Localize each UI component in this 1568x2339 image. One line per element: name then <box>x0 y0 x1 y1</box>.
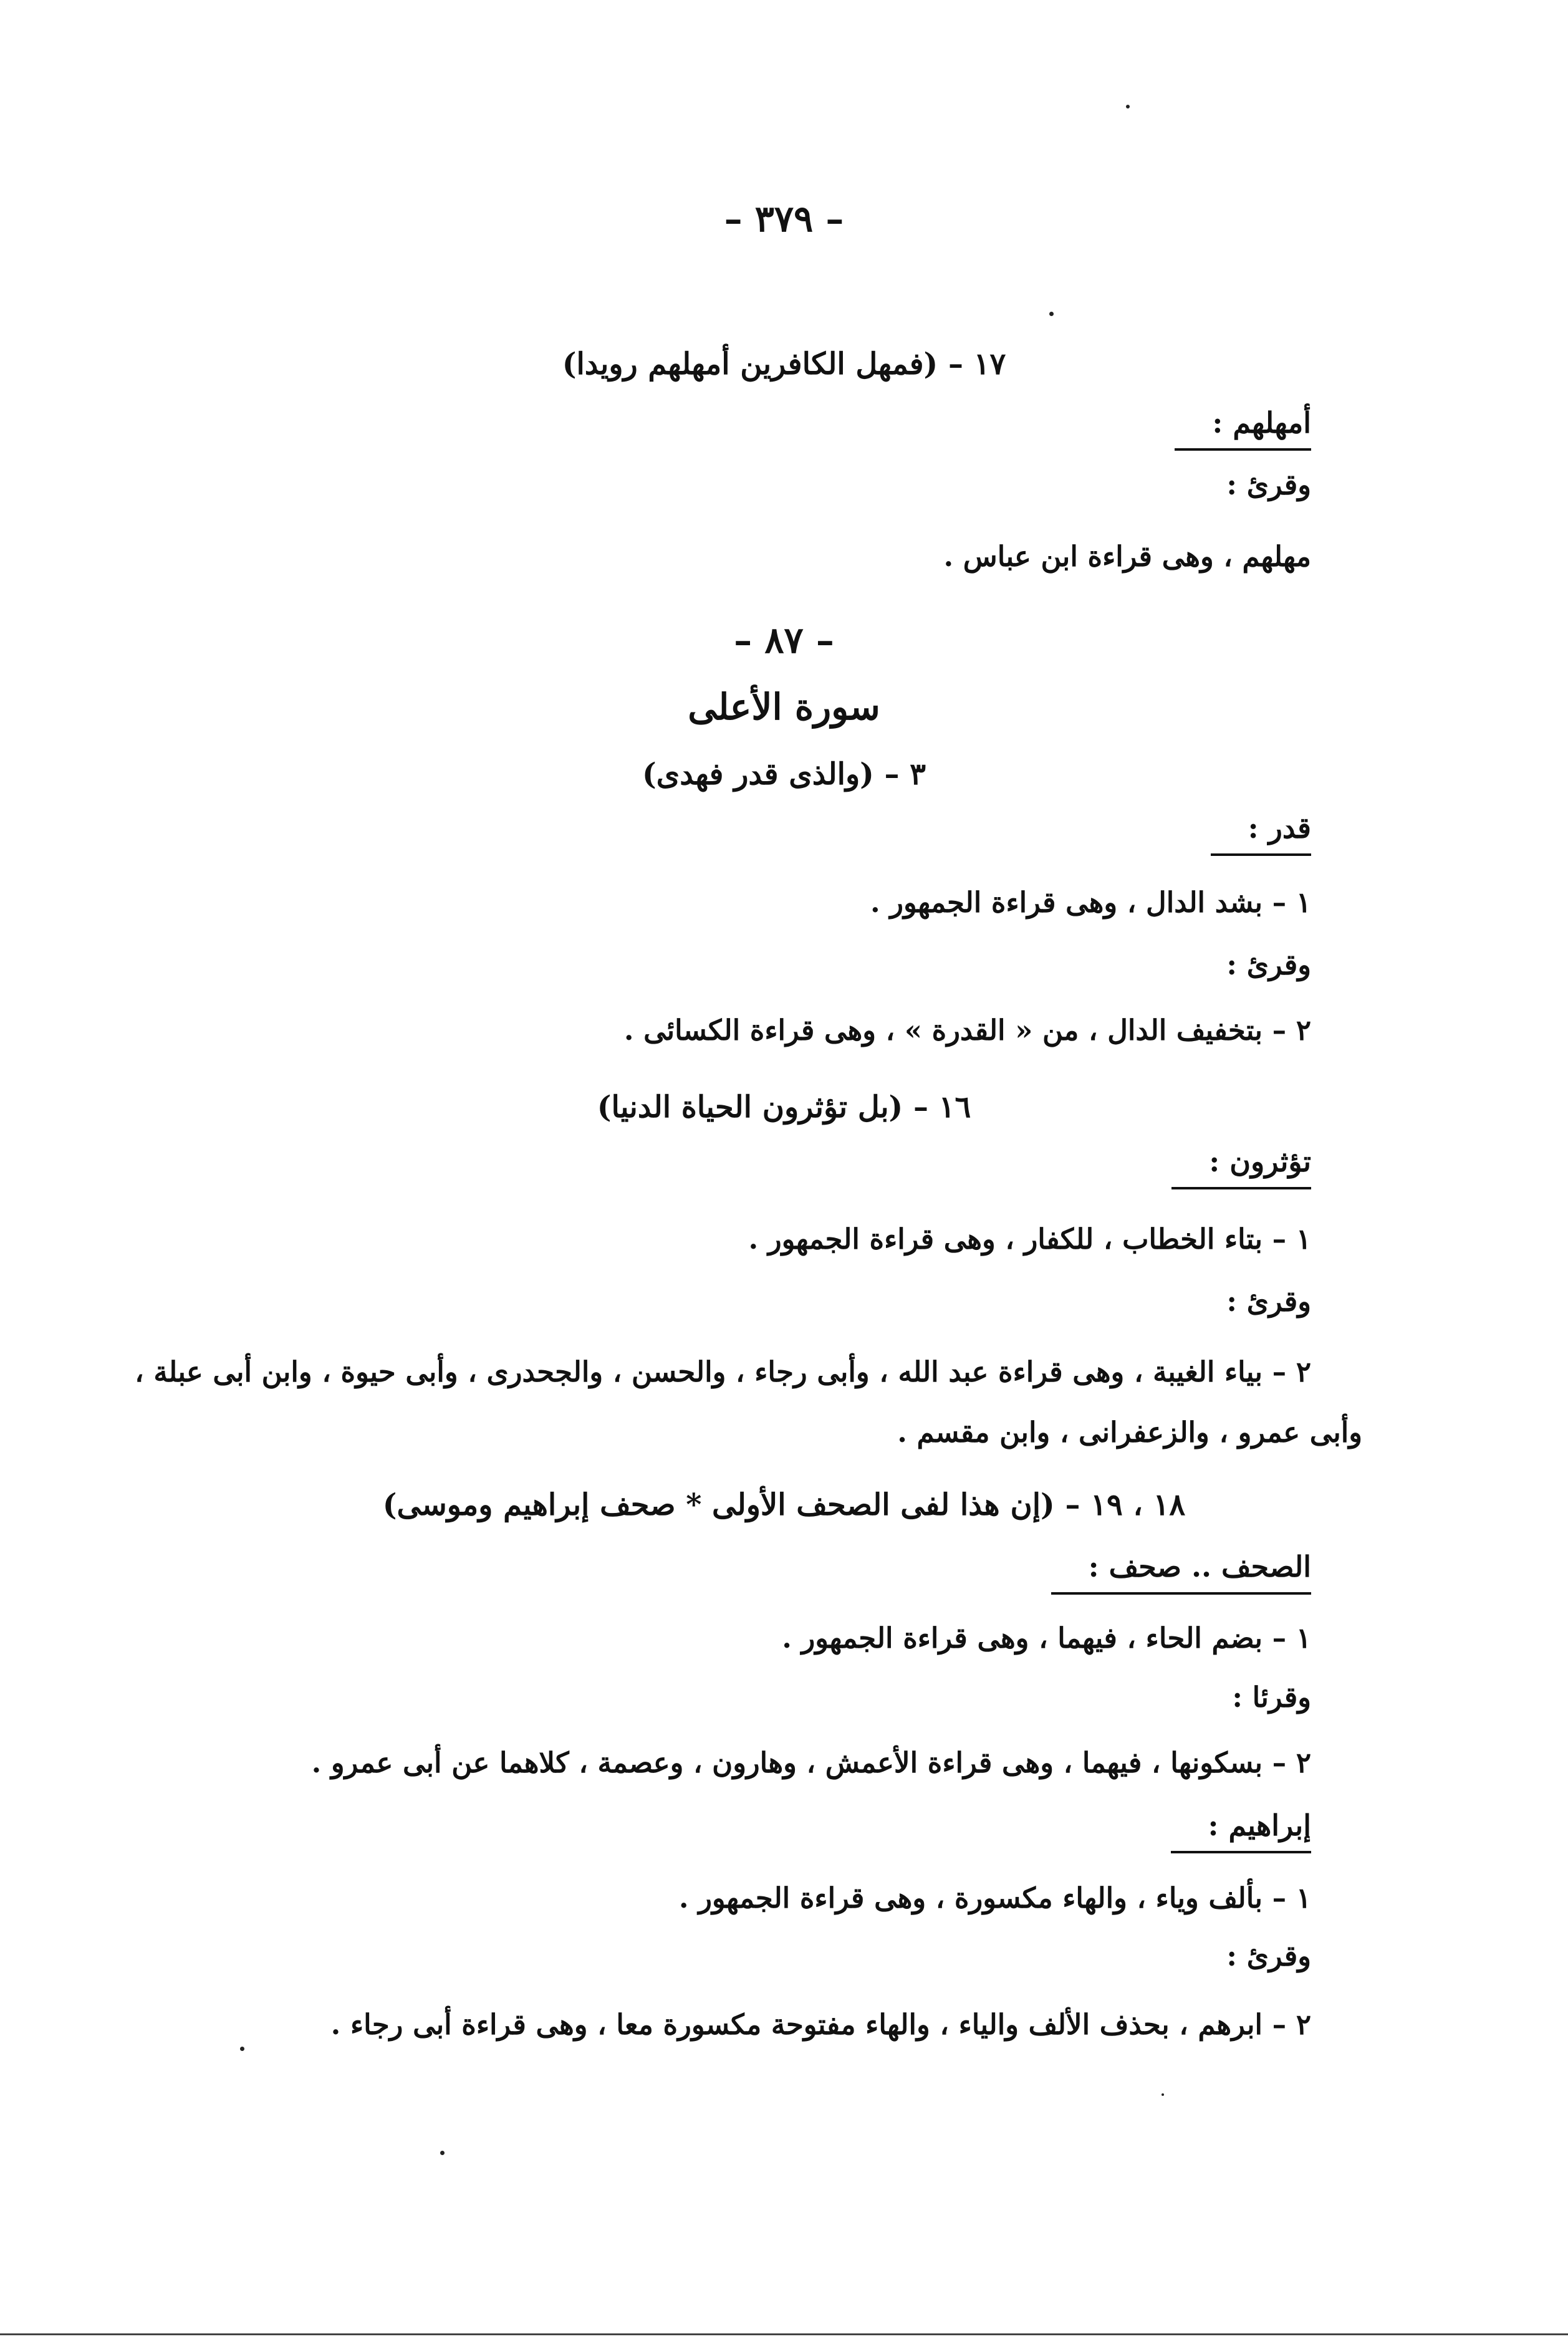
reading-line: ١ – بتاء الخطاب ، للكفار ، وهى قراءة الجمهور . <box>748 1222 1311 1256</box>
sura-number: – ٨٧ – <box>734 619 834 661</box>
reading-line: ٢ – ابرهم ، بحذف الألف والياء ، والهاء مفتوحة مكسورة معا ، وهى قراءة أبى رجاء . <box>330 2008 1311 2041</box>
reading-line: ١ – بألف وياء ، والهاء مكسورة ، وهى قراءة الجمهور . <box>678 1881 1311 1914</box>
sura-title: سورة الأعلى <box>688 686 880 728</box>
word-heading: إبراهيم : <box>1171 1811 1312 1840</box>
reading-line: ٢ – بياء الغيبة ، وهى قراءة عبد الله ، وأبى رجاء ، والحسن ، والجحدرى ، وأبى حيوة ، وابن أبى عبلة ، <box>135 1355 1311 1388</box>
reading-line: ٢ – بتخفيف الدال ، من « القدرة » ، وهى قراءة الكسائى . <box>623 1014 1311 1047</box>
reading-line: ١ – بضم الحاء ، فيهما ، وهى قراءة الجمهور . <box>782 1621 1311 1655</box>
word-heading: تؤثرون : <box>1171 1147 1311 1176</box>
qira-label: وقرئ : <box>1226 1939 1311 1972</box>
qira-label: وقرئ : <box>1226 1285 1311 1318</box>
word-heading: أمهلهم : <box>1175 408 1311 437</box>
verse-heading: ١٧ – (فمهل الكافرين أمهلهم رويدا) <box>562 347 1006 382</box>
reading-line-continued: وأبى عمرو ، والزعفرانى ، وابن مقسم . <box>897 1416 1362 1449</box>
word-heading: الصحف .. صحف : <box>1051 1552 1311 1581</box>
qira-label: وقرئ : <box>1226 468 1311 501</box>
qira-label: وقرئا : <box>1232 1681 1311 1714</box>
page-number: – ٣٧٩ – <box>724 198 844 240</box>
verse-heading: ٣ – (والذى قدر فهدى) <box>642 757 926 792</box>
scan-speck <box>240 2047 244 2051</box>
qira-label: وقرئ : <box>1226 948 1311 981</box>
verse-heading: ١٦ – (بل تؤثرون الحياة الدنيا) <box>597 1090 971 1125</box>
scan-speck <box>1162 2093 1164 2096</box>
scan-speck <box>1049 312 1054 316</box>
scan-speck <box>1126 105 1130 108</box>
scan-speck <box>440 2151 445 2155</box>
word-heading: قدر : <box>1211 814 1311 842</box>
reading-line: مهلهم ، وهى قراءة ابن عباس . <box>943 540 1311 573</box>
reading-line: ١ – بشد الدال ، وهى قراءة الجمهور . <box>870 886 1311 919</box>
page-bottom-edge <box>0 2333 1568 2335</box>
reading-line: ٢ – بسكونها ، فيهما ، وهى قراءة الأعمش ، وهارون ، وعصمة ، كلاهما عن أبى عمرو . <box>311 1746 1311 1779</box>
verse-heading: ١٨ ، ١٩ – (إن هذا لفى الصحف الأولى * صحف إبراهيم وموسى) <box>382 1487 1186 1522</box>
